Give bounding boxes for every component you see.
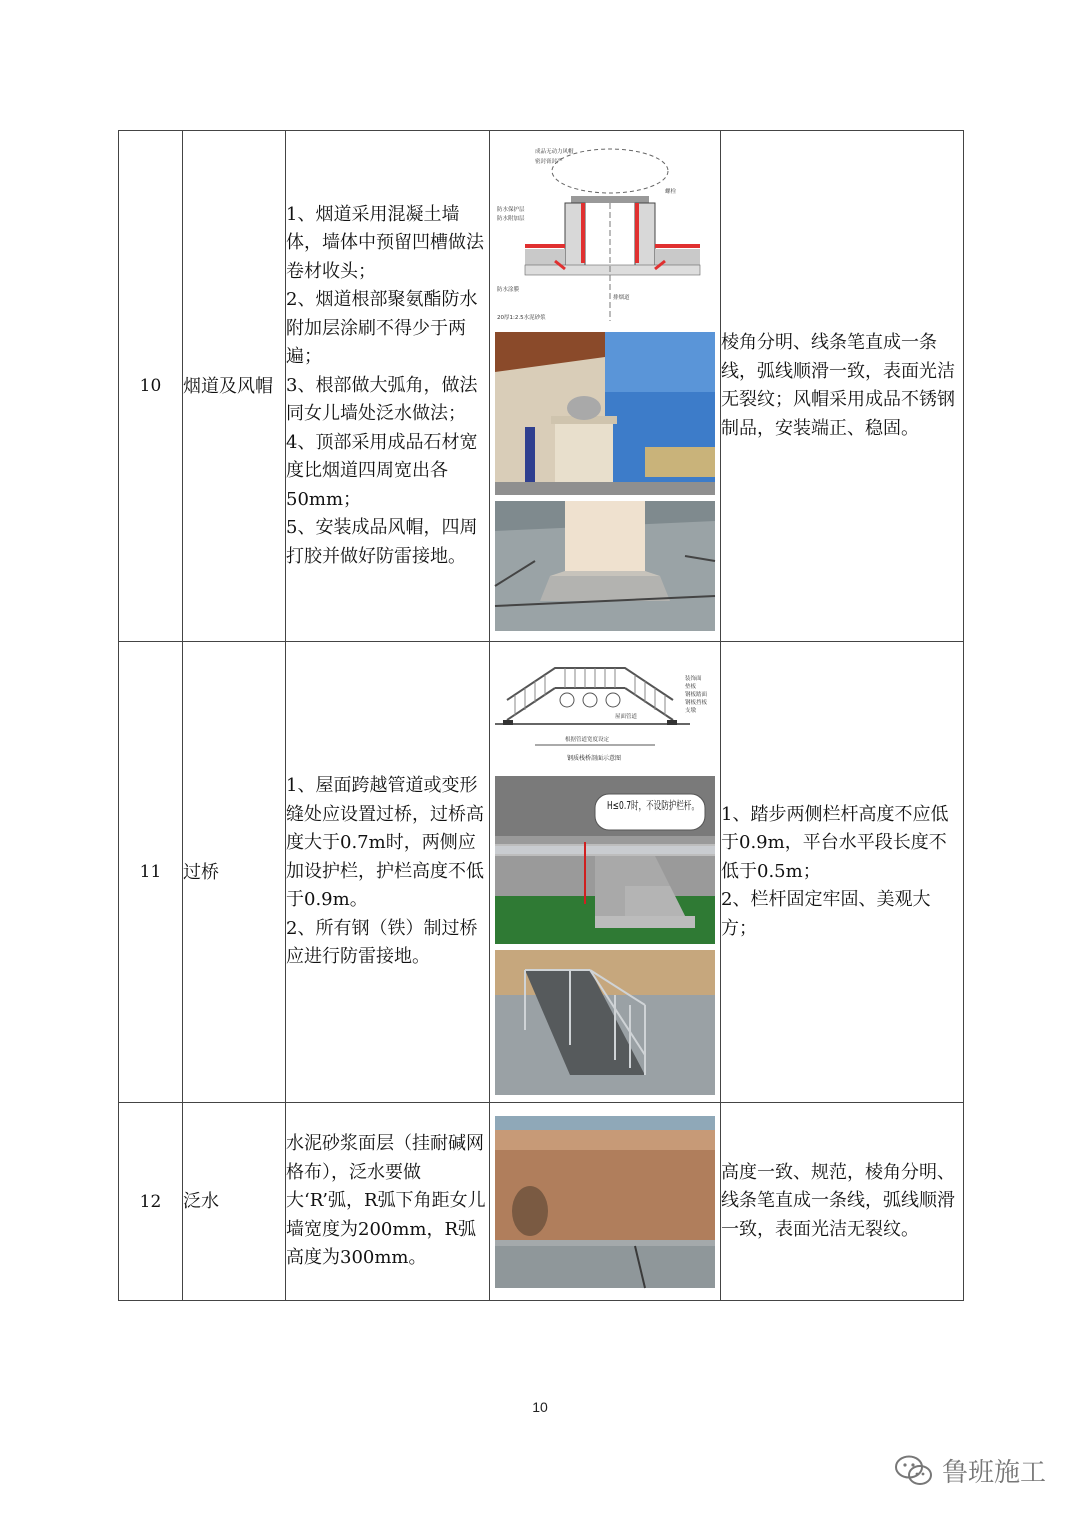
bridge-section-diagram <box>495 650 715 770</box>
diagram-label: 钢板踏面 <box>685 691 708 698</box>
construction-standard-table <box>118 130 964 1301</box>
requirements-cell <box>286 1103 490 1301</box>
watermark <box>894 1452 1046 1489</box>
diagram-label: 屋面管道 <box>615 713 638 720</box>
result-cell <box>721 1103 964 1301</box>
images-cell <box>490 642 741 1103</box>
requirement-line: 4、顶部采用成品石材宽度比烟道四周宽出各50mm； <box>286 431 478 510</box>
images-cell <box>490 131 721 642</box>
result-text: 棱角分明、线条笔直成一条线，弧线顺滑一致，表面光洁无裂纹；风帽采用成品不锈钢制品，安装端正、稳固。 <box>721 332 955 439</box>
item-name: 泛水 <box>183 1103 286 1301</box>
result-line: 2、栏杆固定牢固、美观大方； <box>721 889 931 939</box>
table-row <box>119 642 964 1103</box>
watermark-text: 鲁班施工 <box>941 1458 1046 1488</box>
page-number: 10 <box>532 1399 548 1415</box>
row-number: 10 <box>119 131 183 642</box>
result-text: 高度一致、规范，棱角分明、线条笔直成一条线，弧线顺滑一致，表面光洁无裂纹。 <box>721 1161 955 1240</box>
wechat-icon <box>894 1454 934 1488</box>
flue-base-photo <box>495 501 715 631</box>
requirements-cell <box>286 131 490 642</box>
row-number: 11 <box>119 642 183 1103</box>
requirements-cell <box>286 642 490 1103</box>
diagram-label: 密封膏封严 <box>535 159 563 165</box>
result-line: 1、踏步两侧栏杆高度不应低于0.9m，平台水平段长度不低于0.5m； <box>721 803 949 882</box>
requirement-line: 1、屋面跨越管道或变形缝处应设置过桥，过桥高度大于0.7m时，两侧应加设护栏，护栏高度不低于0.9m。 <box>286 775 484 911</box>
diagram-label: 装饰面 <box>685 675 702 682</box>
requirement-line: 3、根部做大弧角，做法同女儿墙处泛水做法； <box>286 374 478 425</box>
item-name: 过桥 <box>183 642 286 1103</box>
diagram-title: 钢质栈桥剖面示意图 <box>567 754 622 762</box>
diagram-label: 排烟道 <box>613 295 630 301</box>
table-row <box>119 1103 964 1301</box>
diagram-label: 防水保护层 <box>497 207 525 213</box>
diagram-label: 垫板 <box>685 683 697 690</box>
diagram-label: 支墩 <box>685 707 697 714</box>
diagram-label: 螺栓 <box>665 189 677 195</box>
flue-detail-diagram <box>495 141 715 326</box>
requirement-line: 2、所有钢（铁）制过桥应进行防雷接地。 <box>286 917 478 968</box>
photo-callout: H≤0.7时，不设防护栏杆。 <box>607 798 741 812</box>
item-name: 烟道及风帽 <box>183 131 286 642</box>
row-number: 12 <box>119 1103 183 1301</box>
bridge-photo <box>495 950 715 1095</box>
diagram-label: 20厚1:2.5水泥砂浆 <box>497 315 546 321</box>
requirement-line: 1、烟道采用混凝土墙体，墙体中预留凹槽做法卷材收头； <box>286 203 484 282</box>
result-cell <box>721 131 964 642</box>
diagram-label: 防水涂膜 <box>497 287 520 293</box>
flashing-photo <box>495 1116 715 1288</box>
result-cell <box>721 642 964 1103</box>
diagram-label: 防水附加层 <box>497 216 525 222</box>
requirement-line: 水泥砂浆面层（挂耐碱网格布），泛水要做大‘R’弧，R弧下角距女儿墙宽度为200mm，R弧高度为300mm。 <box>286 1133 486 1269</box>
diagram-label: 根据管道宽度设定 <box>565 736 610 743</box>
flue-rooftop-photo <box>495 332 715 495</box>
requirement-line: 2、烟道根部聚氨酯防水附加层涂刷不得少于两遍； <box>286 289 478 368</box>
diagram-label: 成品无动力风帽 <box>535 149 574 155</box>
table-row <box>119 131 964 642</box>
diagram-label: 钢板挡板 <box>685 699 708 706</box>
requirement-line: 5、安装成品风帽，四周打胶并做好防雷接地。 <box>286 517 478 567</box>
bridge-render-photo <box>495 776 741 944</box>
images-cell <box>490 1103 721 1301</box>
